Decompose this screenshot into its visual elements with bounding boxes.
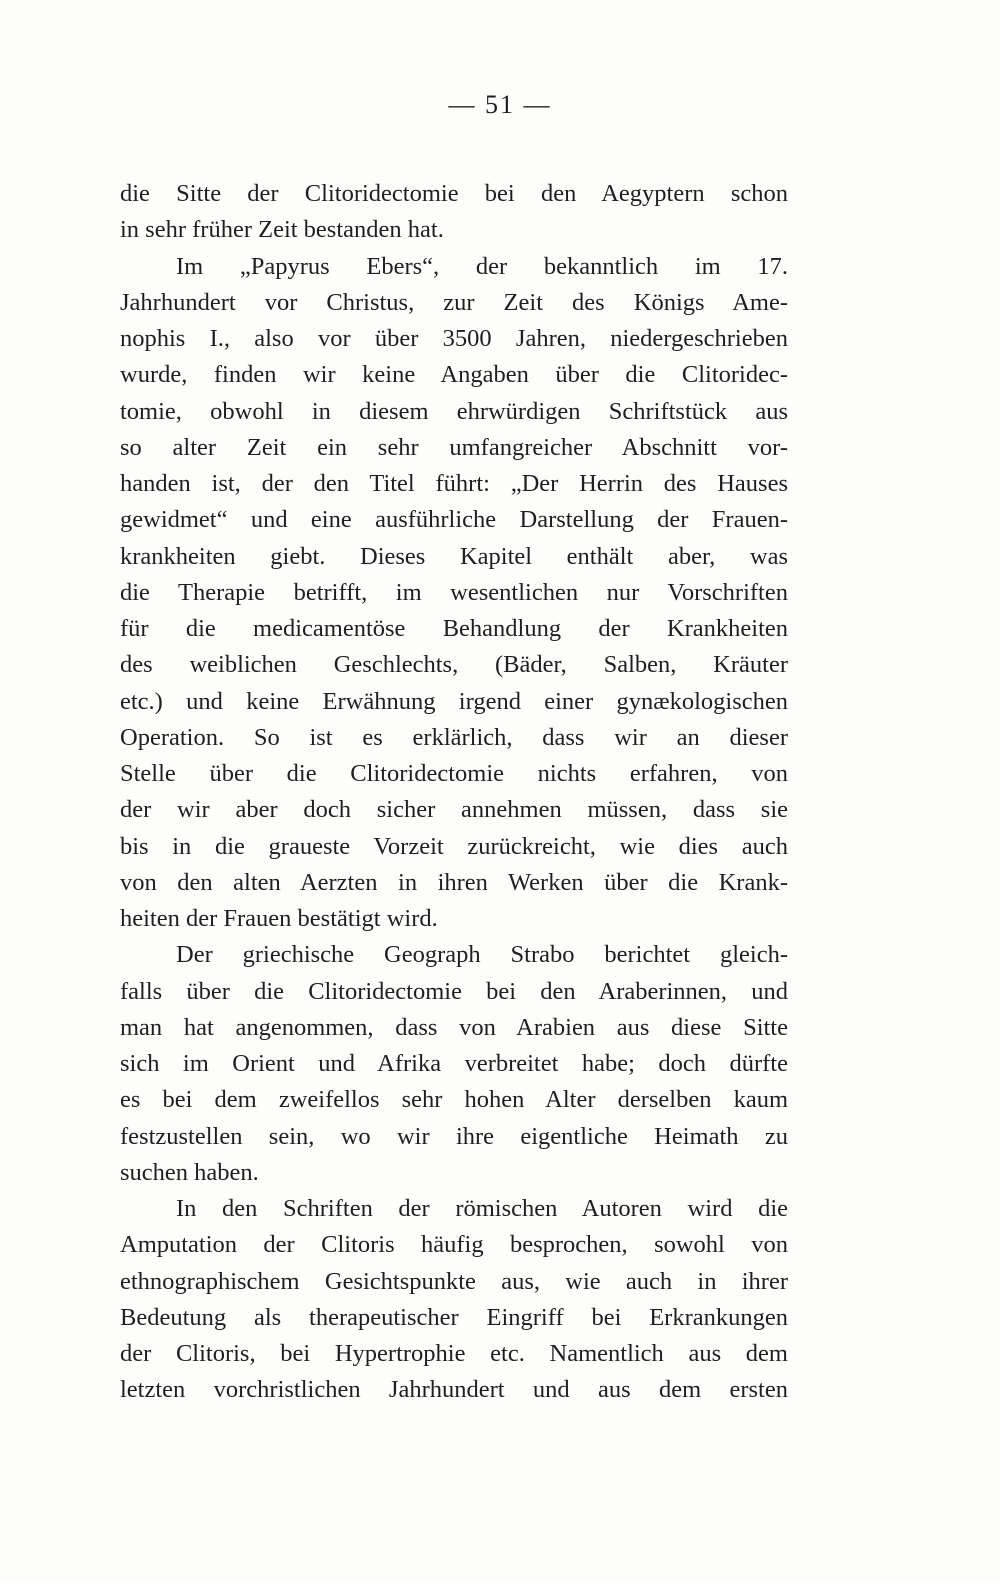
text-line: etc.) und keine Erwähnung irgend einer gynækologischen xyxy=(120,687,788,715)
text-line: Im „Papyrus Ebers“, der bekanntlich im 17. xyxy=(176,252,788,280)
text-line: es bei dem zweifellos sehr hohen Alter derselben kaum xyxy=(120,1086,788,1114)
text-line: falls über die Clitoridectomie bei den Araberinnen, und xyxy=(120,977,788,1005)
text-line: festzustellen sein, wo wir ihre eigentliche Heimath zu xyxy=(120,1122,788,1150)
text-line: der Clitoris, bei Hypertrophie etc. Namentlich aus dem xyxy=(120,1340,788,1367)
text-line: In den Schriften der römischen Autoren wird die xyxy=(176,1195,788,1222)
text-line: wurde, finden wir keine Angaben über die Clitoridec- xyxy=(120,361,788,389)
text-line: ethnographischem Gesichtspunkte aus, wie auch in ihrer xyxy=(120,1267,788,1295)
text-line: krankheiten giebt. Dieses Kapitel enthält aber, was xyxy=(120,542,788,570)
text-line: man hat angenommen, dass von Arabien aus diese Sitte xyxy=(120,1013,788,1041)
text-line: bis in die graueste Vorzeit zurückreicht, wie dies auch xyxy=(120,832,788,860)
text-line: handen ist, der den Titel führt: „Der Herrin des Hauses xyxy=(120,470,788,497)
text-line: heiten der Frauen bestätigt wird. xyxy=(120,905,438,932)
body-text xyxy=(120,176,788,1409)
text-line: in sehr früher Zeit bestanden hat. xyxy=(120,216,444,244)
text-line: Der griechische Geograph Strabo berichtet gleich- xyxy=(176,941,788,969)
text-line: gewidmet“ und eine ausführliche Darstellung der Frauen- xyxy=(120,506,788,534)
text-line: sich im Orient und Afrika verbreitet habe; doch dürfte xyxy=(120,1050,788,1077)
text-line: Stelle über die Clitoridectomie nichts erfahren, von xyxy=(120,760,788,787)
text-line: Operation. So ist es erklärlich, dass wir an dieser xyxy=(120,723,788,751)
page-number: — 51 — xyxy=(448,90,552,119)
text-line: von den alten Aerzten in ihren Werken über die Krank- xyxy=(120,868,788,896)
text-line: des weiblichen Geschlechts, (Bäder, Salben, Kräuter xyxy=(120,651,788,679)
text-line: Jahrhundert vor Christus, zur Zeit des Königs Ame- xyxy=(120,288,788,316)
text-line: nophis I., also vor über 3500 Jahren, niedergeschrieben xyxy=(120,325,788,352)
text-line: so alter Zeit ein sehr umfangreicher Abschnitt vor- xyxy=(120,433,788,461)
text-line: für die medicamentöse Behandlung der Krankheiten xyxy=(120,615,788,642)
text-line: Bedeutung als therapeutischer Eingriff bei Erkrankungen xyxy=(120,1303,788,1331)
text-line: tomie, obwohl in diesem ehrwürdigen Schriftstück aus xyxy=(120,397,788,425)
text-line: letzten vorchristlichen Jahrhundert und aus dem ersten xyxy=(120,1376,788,1404)
text-line: suchen haben. xyxy=(120,1158,259,1186)
text-line: der wir aber doch sicher annehmen müssen, dass sie xyxy=(120,796,788,824)
text-line: die Sitte der Clitoridectomie bei den Aegyptern schon xyxy=(120,180,788,207)
text-line: Amputation der Clitoris häufig besprochen, sowohl von xyxy=(120,1231,788,1259)
text-line: die Therapie betrifft, im wesentlichen nur Vorschriften xyxy=(120,578,788,606)
